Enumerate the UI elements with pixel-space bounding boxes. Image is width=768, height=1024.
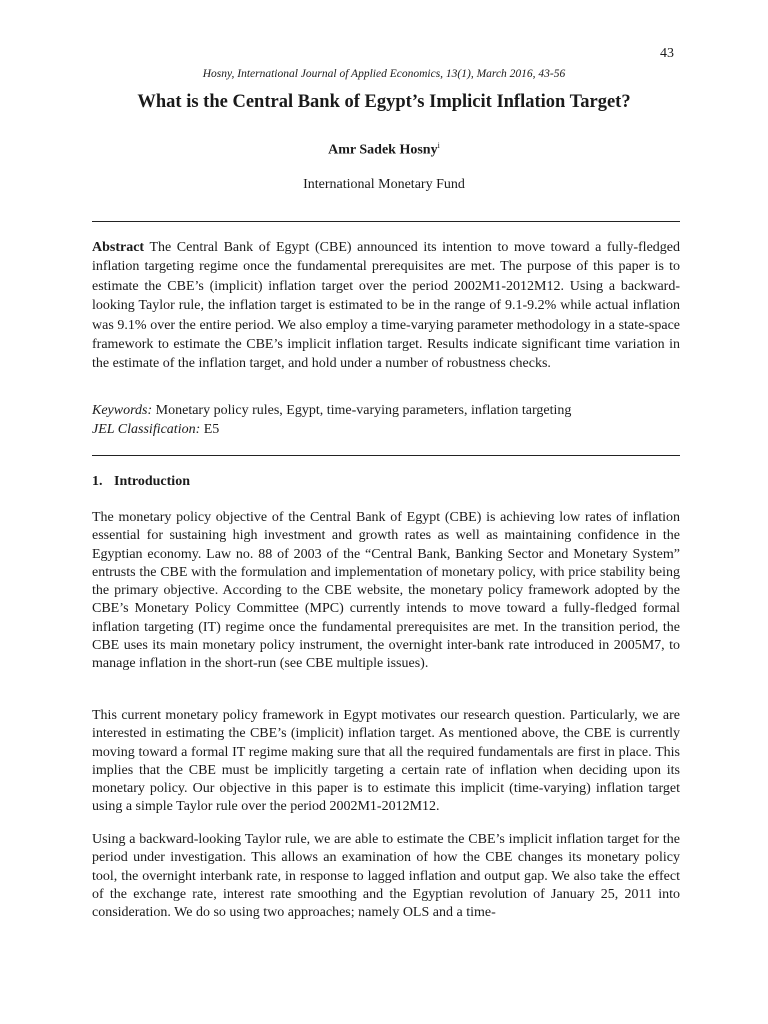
abstract	[92, 238, 680, 374]
author-footnote-mark: i	[437, 141, 440, 150]
author-line	[0, 141, 768, 159]
keywords-text: Monetary policy rules, Egypt, time-varying parameters, inflation targeting	[155, 403, 572, 418]
top-divider	[92, 221, 680, 222]
section-heading-introduction	[92, 474, 190, 490]
page-number: 43	[660, 46, 674, 61]
jel-label: JEL Classification:	[92, 422, 201, 438]
abstract-label: Abstract	[92, 240, 145, 255]
abstract-text: The Central Bank of Egypt (CBE) announced its intention to move toward a fully-fledged inflation targeting regime once the fundamental prerequisites are met. The purpose of this paper is to estimate the CBE’s (implicit) inflation target over the period 2002M1-2012M12. Using a backward-looking Taylor rule, the inflation target is estimated to be in the range of 9.1-9.2% while actual inflation was 9.1% over the entire period. We also employ a time-varying parameter methodology in a state-space framework to estimate the CBE’s implicit inflation target. Results indicate significant time variation in the estimate of the inflation target, and hold under a number of robustness checks.	[92, 240, 680, 372]
author-affiliation: International Monetary Fund	[303, 177, 465, 192]
keywords-block	[92, 401, 680, 440]
jel-text: E5	[203, 422, 220, 438]
keywords-line	[92, 401, 680, 420]
body-paragraph: Using a backward-looking Taylor rule, we are able to estimate the CBE’s implicit inflation target for the period under investigation. This allows an examination of how the CBE changes its monetary policy tool, the overnight interbank rate, in response to lagged inflation and output gap. We also take the effect of the exchange rate, interest rate smoothing and the Egyptian revolution of January 25, 2011 into consideration. We do so using two approaches; namely OLS and a time-	[92, 832, 680, 921]
section-title: Introduction	[114, 474, 190, 489]
bottom-divider	[92, 455, 680, 456]
jel-line	[92, 420, 680, 439]
body-paragraph: This current monetary policy framework in Egypt motivates our research question. Particularly, we are interested in estimating the CBE’s (implicit) inflation target. As mentioned above, the CBE is currently moving toward a formal IT regime making sure that all the required fundamentals are first in place. This implies that the CBE must be implicitly targeting a certain rate of inflation when deciding upon its monetary policy. Our objective in this paper is to estimate this implicit (time-varying) inflation target using a simple Taylor rule over the period 2002M1-2012M12.	[92, 708, 680, 815]
section-number: 1.	[92, 474, 103, 489]
paper-title: What is the Central Bank of Egypt’s Implicit Inflation Target?	[137, 92, 631, 112]
author-name: Amr Sadek Hosny	[328, 142, 438, 158]
journal-citation: Hosny, International Journal of Applied Economics, 13(1), March 2016, 43-56	[202, 68, 566, 80]
body-paragraph: The monetary policy objective of the Central Bank of Egypt (CBE) is achieving low rates of inflation essential for sustaining high investment and growth rates as well as maintaining confidence in the Egyptian economy. Law no. 88 of 2003 of the “Central Bank, Banking Sector and Monetary System” entrusts the CBE with the formulation and implementation of monetary policy, with price stability being the primary objective. According to the CBE website, the monetary policy framework adopted by the CBE’s Monetary Policy Committee (MPC) currently intends to move toward a fully-fledged formal inflation targeting (IT) regime once the fundamental prerequisites are met. In the transition period, the CBE uses its main monetary policy instrument, the overnight inter-bank rate introduced in 2005M7, to manage inflation in the short-run (see CBE multiple issues).	[92, 510, 680, 672]
keywords-label: Keywords:	[92, 403, 153, 418]
